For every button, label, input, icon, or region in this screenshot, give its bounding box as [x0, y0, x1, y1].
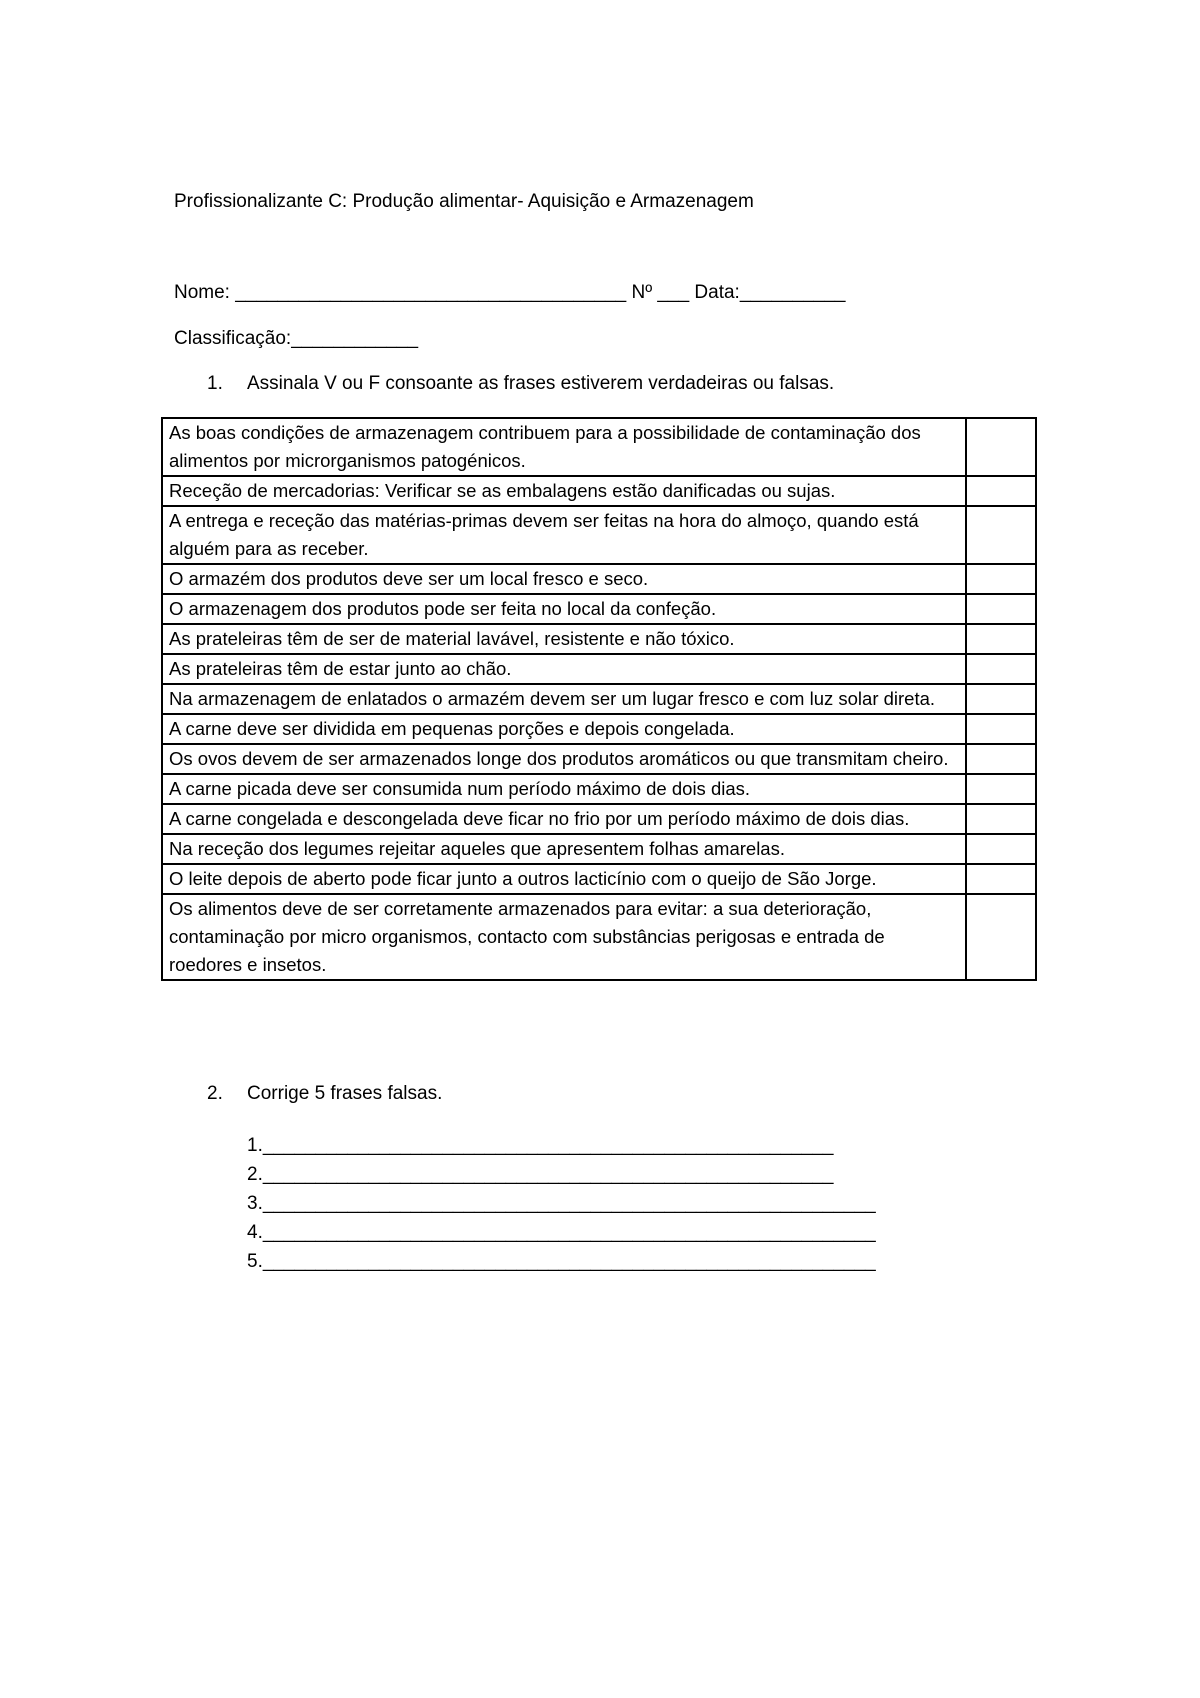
table-row — [162, 684, 1036, 714]
page-title: Profissionalizante C: Produção alimentar- Aquisição e Armazenagem — [174, 191, 754, 212]
table-row — [162, 594, 1036, 624]
answer-cell[interactable] — [966, 594, 1036, 624]
answer-line[interactable]: 2.______________________________________________________ — [247, 1164, 834, 1185]
statement-cell: A carne picada deve ser consumida num período máximo de dois dias. — [162, 774, 966, 804]
answer-cell[interactable] — [966, 714, 1036, 744]
answer-line[interactable]: 5.__________________________________________________________ — [247, 1251, 876, 1272]
answer-cell[interactable] — [966, 624, 1036, 654]
statement-cell: As prateleiras têm de ser de material lavável, resistente e não tóxico. — [162, 624, 966, 654]
answer-cell[interactable] — [966, 654, 1036, 684]
answer-cell[interactable] — [966, 684, 1036, 714]
table-row — [162, 804, 1036, 834]
statement-cell: A carne congelada e descongelada deve ficar no frio por um período máximo de dois dias. — [162, 804, 966, 834]
statement-cell: Os alimentos deve de ser corretamente armazenados para evitar: a sua deterioração, contaminação por micro organismos, contacto com substâncias perigosas e entrada de roedores e insetos. — [162, 894, 966, 980]
table-row — [162, 834, 1036, 864]
true-false-table — [161, 417, 1037, 981]
table-row — [162, 744, 1036, 774]
answer-cell[interactable] — [966, 418, 1036, 476]
question-1-text: Assinala V ou F consoante as frases estiverem verdadeiras ou falsas. — [247, 373, 835, 394]
answer-cell[interactable] — [966, 834, 1036, 864]
answer-cell[interactable] — [966, 506, 1036, 564]
answer-cell[interactable] — [966, 564, 1036, 594]
statement-cell: Na armazenagem de enlatados o armazém devem ser um lugar fresco e com luz solar direta. — [162, 684, 966, 714]
table-row — [162, 624, 1036, 654]
answer-cell[interactable] — [966, 476, 1036, 506]
name-number-date-field: Nome: _____________________________________ Nº ___ Data:__________ — [174, 282, 846, 303]
table-row — [162, 864, 1036, 894]
answer-cell[interactable] — [966, 864, 1036, 894]
answer-cell[interactable] — [966, 744, 1036, 774]
question-2-heading — [207, 1083, 442, 1105]
statement-cell: Os ovos devem de ser armazenados longe dos produtos aromáticos ou que transmitam cheiro. — [162, 744, 966, 774]
table-row — [162, 418, 1036, 476]
answer-line[interactable]: 4.__________________________________________________________ — [247, 1222, 876, 1243]
statement-cell: Na receção dos legumes rejeitar aqueles que apresentem folhas amarelas. — [162, 834, 966, 864]
answer-cell[interactable] — [966, 894, 1036, 980]
question-2-number: 2. — [207, 1083, 223, 1104]
answer-line[interactable]: 1.______________________________________________________ — [247, 1135, 834, 1156]
answer-line[interactable]: 3.__________________________________________________________ — [247, 1193, 876, 1214]
answer-cell[interactable] — [966, 774, 1036, 804]
table-row — [162, 774, 1036, 804]
statement-cell: O armazenagem dos produtos pode ser feita no local da confeção. — [162, 594, 966, 624]
statement-cell: A carne deve ser dividida em pequenas porções e depois congelada. — [162, 714, 966, 744]
question-1-heading — [207, 373, 834, 395]
statement-cell: As boas condições de armazenagem contribuem para a possibilidade de contaminação dos alimentos por microrganismos patogénicos. — [162, 418, 966, 476]
statement-cell: As prateleiras têm de estar junto ao chão. — [162, 654, 966, 684]
classification-field: Classificação:____________ — [174, 328, 419, 349]
table-row — [162, 564, 1036, 594]
statement-cell: O armazém dos produtos deve ser um local fresco e seco. — [162, 564, 966, 594]
question-1-number: 1. — [207, 373, 223, 394]
table-row — [162, 654, 1036, 684]
table-row — [162, 506, 1036, 564]
statement-cell: A entrega e receção das matérias-primas devem ser feitas na hora do almoço, quando está alguém para as receber. — [162, 506, 966, 564]
table-row — [162, 714, 1036, 744]
question-2-text: Corrige 5 frases falsas. — [247, 1083, 443, 1104]
statement-cell: Receção de mercadorias: Verificar se as embalagens estão danificadas ou sujas. — [162, 476, 966, 506]
statement-cell: O leite depois de aberto pode ficar junto a outros lacticínio com o queijo de São Jorge. — [162, 864, 966, 894]
table-row — [162, 894, 1036, 980]
answer-cell[interactable] — [966, 804, 1036, 834]
table-row — [162, 476, 1036, 506]
answer-lines — [247, 1135, 876, 1280]
